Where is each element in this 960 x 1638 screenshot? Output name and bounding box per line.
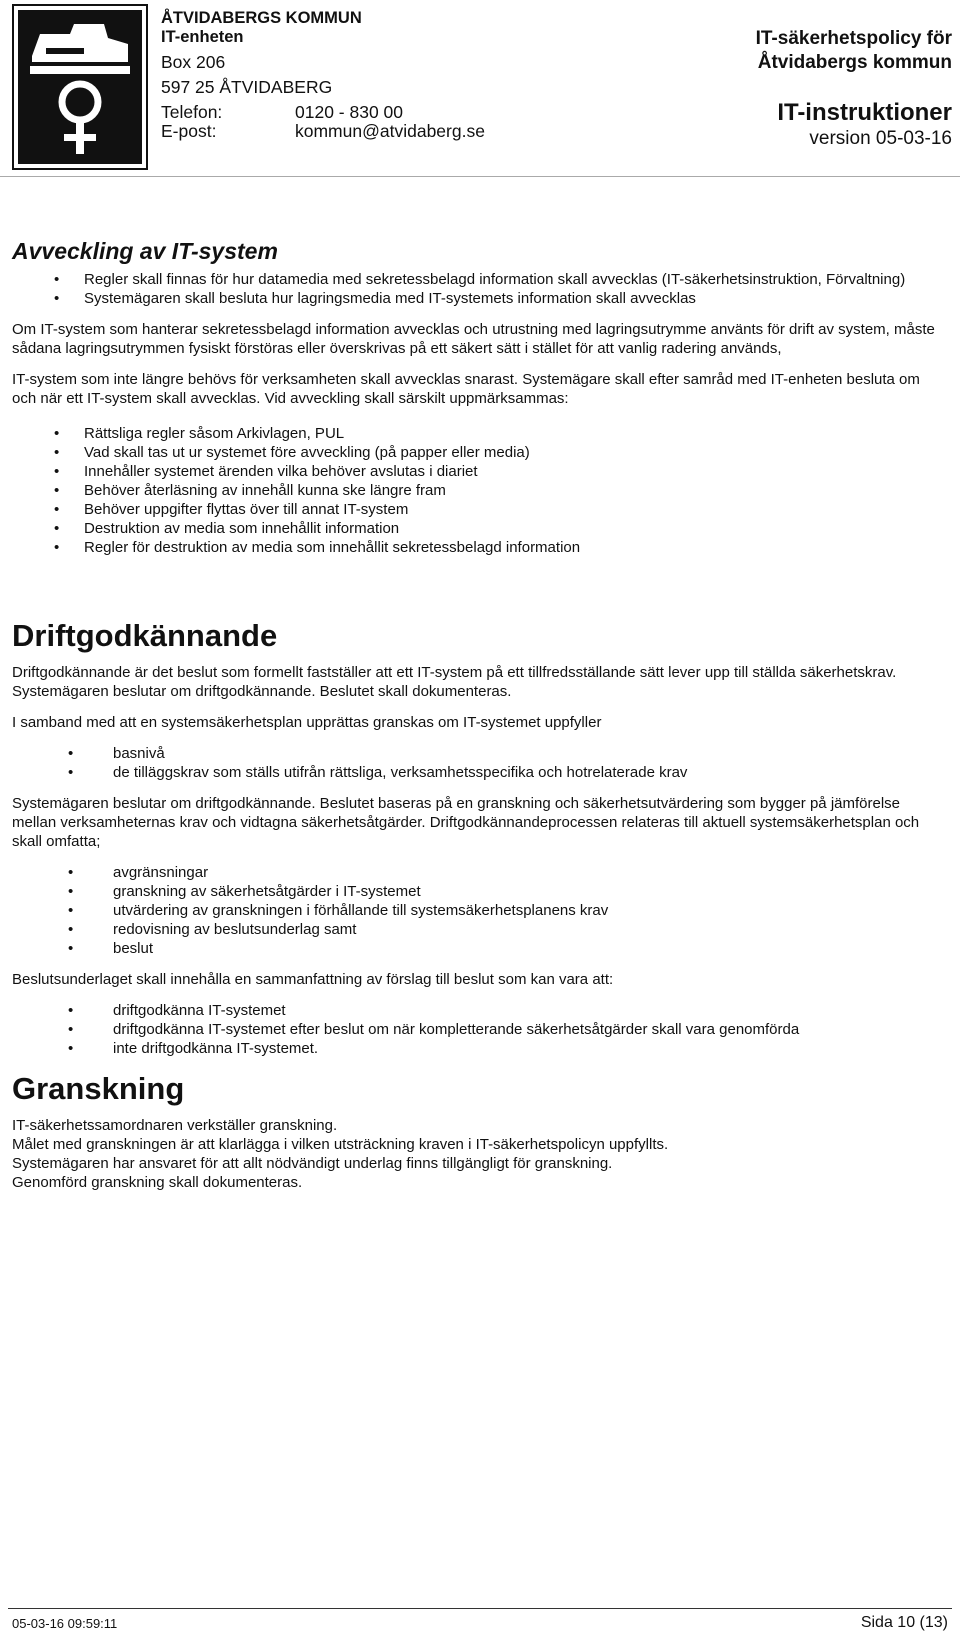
organization-unit: IT-enheten: [161, 28, 244, 46]
list-item: • granskning av säkerhetsåtgärder i IT-systemet: [12, 882, 942, 901]
list-item: • driftgodkänna IT-systemet efter beslut om när kompletterande säkerhetsåtgärder skall vara genomförda: [12, 1020, 942, 1039]
list-item: • inte driftgodkänna IT-systemet.: [12, 1039, 942, 1058]
postal-box: Box 206: [161, 52, 226, 72]
footer-page-number: Sida 10 (13): [860, 1614, 948, 1631]
paragraph: IT-system som inte längre behövs för verksamheten skall avvecklas snarast. Systemägare skall efter samråd med IT-enheten besluta om och när ett IT-system skall avvecklas. Vid avveckling skall särskilt uppmärksammas:: [12, 371, 920, 407]
paragraph: Om IT-system som hanterar sekretessbelagd information avvecklas och utrustning med lagringsutrymme använts för drift av system, måste sådana lagringsutrymmen fysiskt förstöras eller överskrivas på ett säkert sätt i stället för att vanlig radering används,: [12, 321, 935, 357]
list-item: • Behöver uppgifter flyttas över till annat IT-system: [12, 500, 942, 519]
paragraph: Målet med granskningen är att klarlägga i vilken utsträckning kraven i IT-säkerhetspolicyn uppfyllts.: [12, 1136, 669, 1153]
granskning-text: [12, 1116, 942, 1192]
email-row: [161, 122, 485, 141]
municipality-logo-icon: [12, 4, 148, 170]
section-heading-avveckling: Avveckling av IT-system: [12, 238, 278, 264]
list-item: • Behöver återläsning av innehåll kunna ske längre fram: [12, 481, 942, 500]
avveckling-bullets-1: [12, 270, 942, 308]
list-item: • Systemägaren skall besluta hur lagringsmedia med IT-systemets information skall avvecklas: [12, 289, 942, 308]
drift-bullets-1: [12, 744, 942, 782]
paragraph: Driftgodkännande är det beslut som formellt fastställer att ett IT-system på ett tillfredsställande sätt lever upp till ställda säkerhetskrav. Systemägaren beslutar om driftgodkännande. Beslutet skall dokumenteras.: [12, 664, 897, 700]
organization-name: ÅTVIDABERGS KOMMUN: [161, 9, 362, 27]
phone-number: 0120 - 830 00: [295, 102, 404, 122]
paragraph: I samband med att en systemsäkerhetsplan upprättas granskas om IT-systemet uppfyller: [12, 714, 602, 731]
list-item: • basnivå: [12, 744, 942, 763]
paragraph: Genomförd granskning skall dokumenteras.: [12, 1174, 303, 1191]
phone-row: [161, 103, 485, 122]
document-header: [0, 0, 960, 176]
policy-title-line1: IT-säkerhetspolicy för: [755, 28, 952, 49]
list-item: • driftgodkänna IT-systemet: [12, 1001, 942, 1020]
header-divider: [0, 176, 960, 177]
paragraph: Beslutsunderlaget skall innehålla en sammanfattning av förslag till beslut som kan vara att:: [12, 971, 614, 988]
email-address[interactable]: kommun@atvidaberg.se: [295, 121, 485, 141]
section-heading-granskning: Granskning: [12, 1071, 185, 1106]
list-item: • utvärdering av granskningen i förhållande till systemsäkerhetsplanens krav: [12, 901, 942, 920]
list-item: • Innehåller systemet ärenden vilka behöver avslutas i diariet: [12, 462, 942, 481]
document-title-block: [777, 99, 952, 151]
list-item: • avgränsningar: [12, 863, 942, 882]
footer-divider: [8, 1608, 952, 1609]
phone-label: Telefon:: [161, 102, 223, 122]
list-item: • Destruktion av media som innehållit information: [12, 519, 942, 538]
paragraph: Systemägaren beslutar om driftgodkännande. Beslutet baseras på en granskning och säkerhetsutvärdering som bygger på jämförelse mellan verksamheternas krav och vidtagna säkerhetsåtgärder. Driftgodkännandeprocessen relateras till aktuell systemsäkerhetsplan och skall omfatta;: [12, 795, 920, 850]
list-item: • de tilläggskrav som ställs utifrån rättsliga, verksamhetsspecifika och hotrelaterade krav: [12, 763, 942, 782]
list-item: • Vad skall tas ut ur systemet före avveckling (på papper eller media): [12, 443, 942, 462]
email-label: E-post:: [161, 121, 217, 141]
section-heading-driftgodkannande: Driftgodkännande: [12, 618, 278, 653]
list-item: • Regler för destruktion av media som innehållit sekretessbelagd information: [12, 538, 942, 557]
document-body: [12, 236, 942, 1192]
list-item: • beslut: [12, 939, 942, 958]
organization-address: [161, 9, 485, 141]
policy-title: [756, 27, 952, 75]
list-item: • Regler skall finnas för hur datamedia med sekretessbelagd information skall avvecklas (IT-säkerhetsinstruktion, Förvaltning): [12, 270, 942, 289]
drift-bullets-3: [12, 1001, 942, 1058]
document-version: version 05-03-16: [809, 128, 952, 149]
list-item: • redovisning av beslutsunderlag samt: [12, 920, 942, 939]
document-title: IT-instruktioner: [777, 99, 952, 126]
postal-address: 597 25 ÅTVIDABERG: [161, 77, 333, 97]
avveckling-bullets-2: [12, 424, 942, 557]
list-item: • Rättsliga regler såsom Arkivlagen, PUL: [12, 424, 942, 443]
paragraph: Systemägaren har ansvaret för att allt nödvändigt underlag finns tillgängligt för granskning.: [12, 1155, 613, 1172]
policy-title-line2: Åtvidabergs kommun: [757, 52, 952, 73]
footer-timestamp: 05-03-16 09:59:11: [12, 1616, 118, 1631]
paragraph: IT-säkerhetssamordnaren verkställer granskning.: [12, 1117, 338, 1134]
drift-bullets-2: [12, 863, 942, 958]
